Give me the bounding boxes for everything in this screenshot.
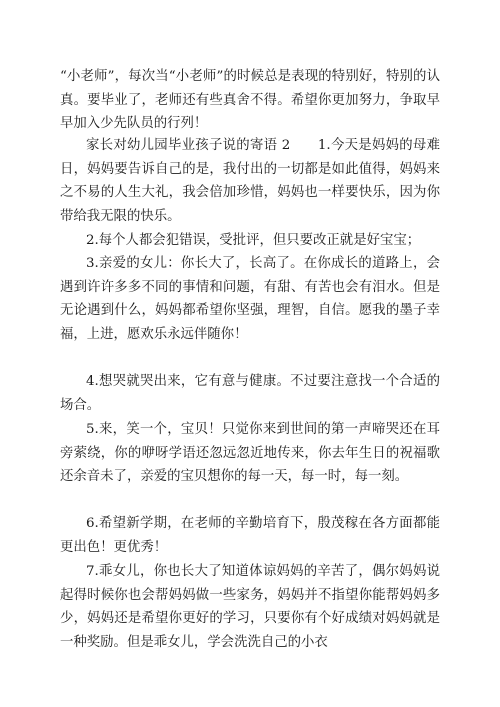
paragraph-item-7: 7.乖女儿，你也长大了知道体谅妈妈的辛苦了，偶尔妈妈说起得时候你也会帮妈妈做一些家务，妈妈并不指望你能帮妈妈多少，妈妈还是希望你更好的学习，只要你有个好成绩对妈妈就是一种奖励。但是乖女儿，学会洗洗自己的小衣 bbox=[60, 564, 440, 650]
paragraph-item-4: 4.想哭就哭出来，它有意与健康。不过要注意找一个合适的场合。 bbox=[60, 374, 440, 413]
paragraph-item-3: 3.亲爱的女儿：你长大了，长高了。在你成长的道路上，会遇到许许多多不同的事情和问题，有甜、有苦也会有泪水。但是无论遇到什么，妈妈都希望你坚强，理智，自信。愿我的墨子幸福，上进，愿欢乐永远伴随你！ bbox=[60, 256, 440, 342]
paragraph-item-5: 5.来，笑一个，宝贝！只觉你来到世间的第一声啼哭还在耳旁萦绕，你的咿呀学语还忽远忽近地传来，你去年生日的祝福歌还余音未了，亲爱的宝贝想你的每一天，每一时，每一刻。 bbox=[60, 422, 440, 485]
paragraph-item-2: 2.每个人都会犯错误，受批评，但只要改正就是好宝宝； bbox=[86, 233, 421, 248]
paragraph-intro: “小老师”，每次当“小老师”的时候总是表现的特别好，特别的认真。要毕业了，老师还有些真舍不得。希望你更加努力，争取早早加入少先队员的行列！ bbox=[60, 69, 440, 132]
paragraph-heading-item-1: 家长对幼儿园毕业孩子说的寄语 2 1.今天是妈妈的母难日，妈妈要告诉自己的是，我付出的一切都是如此值得，妈妈来之不易的人生大礼，我会倍加珍惜，妈妈也一样要快乐，因为你带给我无限的快乐。 bbox=[60, 138, 440, 224]
paragraph-item-6: 6.希望新学期，在老师的辛勤培育下，殷茂稼在各方面都能更出色！更优秀！ bbox=[60, 516, 440, 555]
